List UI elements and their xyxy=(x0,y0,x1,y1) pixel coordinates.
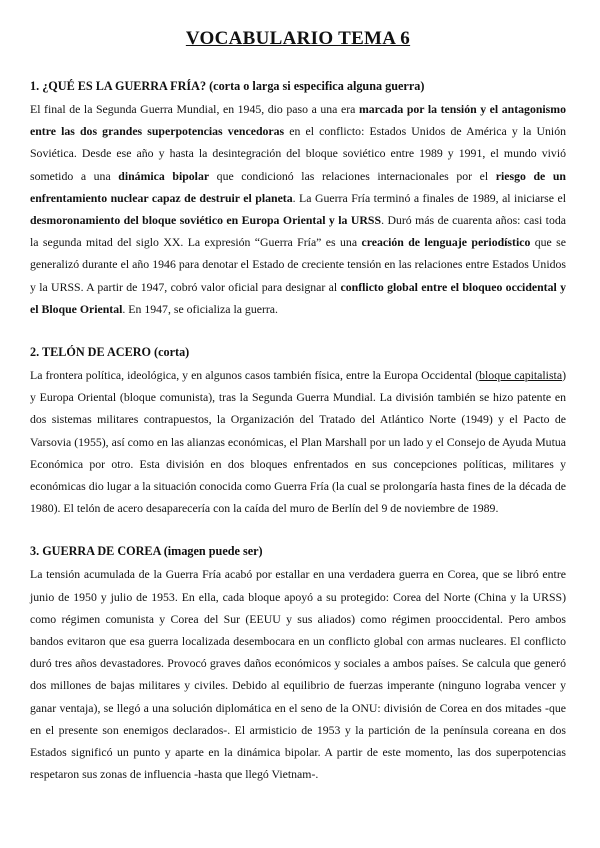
text-run: que condicionó las relaciones internacionales por el xyxy=(209,168,496,183)
section-body xyxy=(30,563,566,785)
bold-text-run: dinámica bipolar xyxy=(118,168,210,183)
text-run: La tensión acumulada de la Guerra Fría acabó por estallar en una verdadera guerra en Corea, que se libró entre junio de 1950 y julio de 1953. En ella, cada bloque apoyó a su protegido: Corea del Norte (China y la URSS) como régimen comunista y Corea del Sur (EEUU y sus aliados) como régimen prooccidental. Pero ambos bandos evitaron que esa guerra localizada desembocara en un conflicto global con armas nucleares. El conflicto duró tres años devastadores. Provocó graves daños económicos y sociales a ambos países. Se calcula que generó dos millones de bajas militares y civiles. Debido al equilibrio de fuerzas imperante (ninguno lograba vencer y ganar ventaja), se llegó a una solución diplomática en el seno de la ONU: división de Corea en dos mitades -que en el presente son enemigos declarados-. El armisticio de 1953 y la partición de la península coreana en dos Estados significó un punto y aparte en la dinámica bipolar. A partir de este momento, las dos superpotencias respetaron sus zonas de influencia -hasta que llegó Vietnam-. xyxy=(30,567,566,782)
section-body xyxy=(30,364,566,519)
bold-text-run: marcada por la tensión y el antagonismo entre las dos grandes superpotencias vencedoras xyxy=(30,102,566,139)
text-run: en el conflicto: Estados Unidos de América y la Unión Soviética. Desde ese año y hasta la desintegración del bloque soviético entre 1989 y 1991, el mundo vivió sometido a una xyxy=(30,124,566,183)
text-run: que se generalizó durante el año 1946 para denotar el Estado de creciente tensión en las relaciones entre Estados Unidos y la URSS. A partir de 1947, cobró valor oficial para designar al xyxy=(30,235,567,294)
section-guerra-de-corea xyxy=(30,541,566,785)
section-heading: 2. TELÓN DE ACERO (corta) xyxy=(30,345,190,360)
underlined-text-run: bloque capitalista xyxy=(479,368,563,383)
bold-text-run: riesgo de un enfrentamiento nuclear capaz de destruir el planeta xyxy=(30,168,566,205)
section-guerra-fria xyxy=(30,76,566,320)
page-title: VOCABULARIO TEMA 6 xyxy=(185,28,411,49)
text-run: ) y Europa Oriental (bloque comunista), tras la Segunda Guerra Mundial. La división también se hizo patente en dos sistemas militares contrapuestos, la Organización del Tratado del Atlántico Norte (1949) y el Pacto de Varsovia (1955), así como en las alianzas económicas, el Plan Marshall por un lado y el Consejo de Ayuda Mutua Económica por otro. Esta división en dos bloques enfrentados en sus concepciones políticas, militares y económicas dio lugar a la situación conocida como Guerra Fría (la cual se prolongaría hasta fines de la década de 1980). El telón de acero desaparecería con la caída del muro de Berlín del 9 de noviembre de 1989. xyxy=(30,368,566,516)
document-page xyxy=(30,26,566,807)
bold-text-run: desmoronamiento del bloque soviético en Europa Oriental y la URSS xyxy=(30,213,382,228)
section-heading: 3. GUERRA DE COREA (imagen puede ser) xyxy=(30,544,263,559)
text-run: La frontera política, ideológica, y en algunos casos también física, entre la Europa Occidental ( xyxy=(30,368,480,383)
bold-text-run: creación de lenguaje periodístico xyxy=(361,235,531,250)
bold-text-run: conflicto global entre el bloqueo occidental y el Bloque Oriental xyxy=(30,279,566,316)
text-run: . Duró más de cuarenta años: casi toda la segunda mitad del siglo XX. La expresión “Guerra Fría” es una xyxy=(30,213,566,250)
text-run: . La Guerra Fría terminó a finales de 1989, al iniciarse el xyxy=(292,190,566,205)
section-body xyxy=(30,98,566,320)
text-run: . En 1947, se oficializa la guerra. xyxy=(122,301,278,316)
section-heading: 1. ¿QUÉ ES LA GUERRA FRÍA? (corta o larga si especifica alguna guerra) xyxy=(30,79,425,93)
text-run: El final de la Segunda Guerra Mundial, en 1945, dio paso a una era xyxy=(30,102,359,116)
section-telon-de-acero xyxy=(30,342,566,519)
